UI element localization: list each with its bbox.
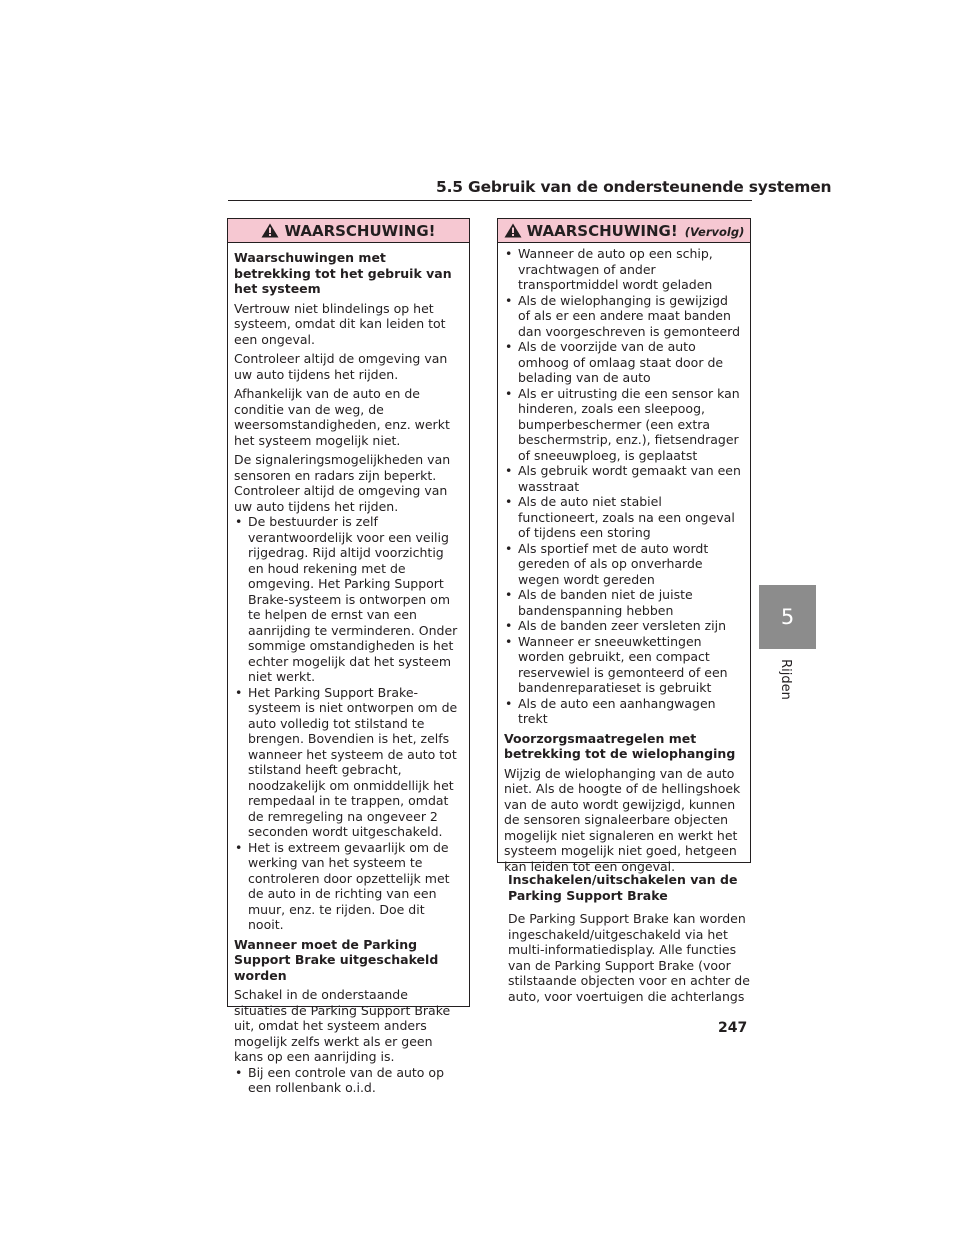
- list-item: • Als de banden zeer versleten zijn: [504, 618, 742, 634]
- warning-box-left: [227, 218, 470, 1095]
- list-item: • Als de auto niet stabiel functioneert, zoals na een ongeval of tijdens een storing: [504, 494, 742, 541]
- list-item: • Als de voorzijde van de auto omhoog of omlaag staat door de belading van de auto: [504, 339, 742, 386]
- continued-label: (Vervolg): [684, 224, 745, 239]
- warning-title: WAARSCHUWING!: [526, 221, 678, 240]
- warning-header: [498, 219, 750, 243]
- chapter-tab[interactable]: [759, 585, 816, 649]
- section-heading: Inschakelen/uitschakelen van de Parking Support Brake: [508, 872, 738, 903]
- list-item: • De bestuurder is zelf verantwoordelijk voor een veilig rijgedrag. Rijd altijd voorzichtig en houd rekening met de omgeving. Het Parking Support Brake-systeem is ontworpen om te helpen de ernst van een aanrijding te verminderen. Onder sommige omstandigheden is het echter mogelijk dat het systeem niet werkt.: [234, 514, 461, 685]
- list-item: • Als er uitrusting die een sensor kan hinderen, zoals een sleepoog, bumperbeschermer (een extra beschermstrip, enz.), fietsendrager of sneeuwploeg, is geplaatst: [504, 386, 742, 464]
- warning-triangle-icon: [504, 223, 522, 238]
- warning-heading: Waarschuwingen met betrekking tot het gebruik van het systeem: [234, 250, 452, 296]
- warning-paragraph: Vertrouw niet blindelings op het systeem, omdat dit kan leiden tot een ongeval.: [234, 300, 446, 347]
- list-item: • Bij een controle van de auto op een rollenbank o.i.d.: [234, 1065, 461, 1096]
- list-item: • Het is extreem gevaarlijk om de werking van het systeem te controleren door opzettelijk met de auto in de richting van een muur, enz. te rijden. Doe dit nooit.: [234, 840, 461, 933]
- warning-paragraph: De signaleringsmogelijkheden van sensoren en radars zijn beperkt. Controleer altijd de omgeving van uw auto tijdens het rijden.: [234, 452, 451, 514]
- list-item: • Als de auto een aanhangwagen trekt: [504, 696, 742, 727]
- warning-title: WAARSCHUWING!: [284, 221, 436, 240]
- warning-box-right: [497, 218, 751, 874]
- warning-heading: Voorzorgsmaatregelen met betrekking tot de wielophanging: [504, 730, 736, 761]
- section-title: 5.5 Gebruik van de ondersteunende systemen: [436, 178, 832, 196]
- list-item: • Als sportief met de auto wordt gereden of als op onverharde wegen wordt gereden: [504, 541, 742, 588]
- chapter-label-wrapper: [773, 654, 803, 714]
- warning-bullet-list: [234, 1065, 461, 1096]
- list-item: • Wanneer de auto op een schip, vrachtwagen of ander transportmiddel wordt geladen: [504, 246, 742, 293]
- list-item: • Wanneer er sneeuwkettingen worden gebruikt, een compact reservewiel is gemonteerd of een bandenreparatieset is gebruikt: [504, 634, 742, 696]
- warning-paragraph: Afhankelijk van de auto en de conditie van de weg, de weersomstandigheden, enz. werkt het systeem mogelijk niet.: [234, 386, 450, 448]
- warning-header: [228, 219, 469, 243]
- page-number: 247: [718, 1020, 748, 1036]
- warning-bullet-list: [234, 514, 461, 933]
- header-rule: [228, 200, 752, 201]
- list-item: • Het Parking Support Brake-systeem is niet ontworpen om de auto volledig tot stilstand te brengen. Bovendien is het, zelfs wanneer het systeem de auto tot stilstand heeft gebracht, noodzakelijk om onmiddellijk het rempedaal in te trappen, omdat de remregeling na ongeveer 2 seconden wordt uitgeschakeld.: [234, 685, 461, 840]
- chapter-label: Rijden: [777, 659, 793, 700]
- section-paragraph: De Parking Support Brake kan worden ingeschakeld/uitgeschakeld via het multi-informatiedisplay. Alle functies van de Parking Support Brake (voor stilstaande objecten voor en achter de auto, voor voertuigen die achterlangs: [508, 911, 750, 1004]
- warning-heading: Wanneer moet de Parking Support Brake uitgeschakeld worden: [234, 936, 439, 983]
- list-item: • Als de wielophanging is gewijzigd of als er een andere maat banden dan voorgeschreven is gemonteerd: [504, 293, 742, 340]
- main-section: [508, 872, 758, 1004]
- list-item: • Als gebruik wordt gemaakt van een wasstraat: [504, 463, 742, 494]
- warning-triangle-icon: [261, 223, 279, 238]
- warning-bullet-list: [504, 246, 742, 727]
- chapter-number: 5: [780, 605, 795, 629]
- warning-paragraph: Schakel in de onderstaande situaties de Parking Support Brake uit, omdat het systeem anders mogelijk zelfs werkt als er geen kans op een aanrijding is.: [234, 987, 451, 1064]
- warning-paragraph: Controleer altijd de omgeving van uw auto tijdens het rijden.: [234, 351, 448, 382]
- warning-paragraph: Wijzig de wielophanging van de auto niet. Als de hoogte of de hellingshoek van de auto wordt gewijzigd, kunnen de sensoren signaleerbare objecten mogelijk niet signaleren en werkt het systeem mogelijk niet goed, hetgeen kan leiden tot een ongeval.: [504, 765, 741, 874]
- list-item: • Als de banden niet de juiste bandenspanning hebben: [504, 587, 742, 618]
